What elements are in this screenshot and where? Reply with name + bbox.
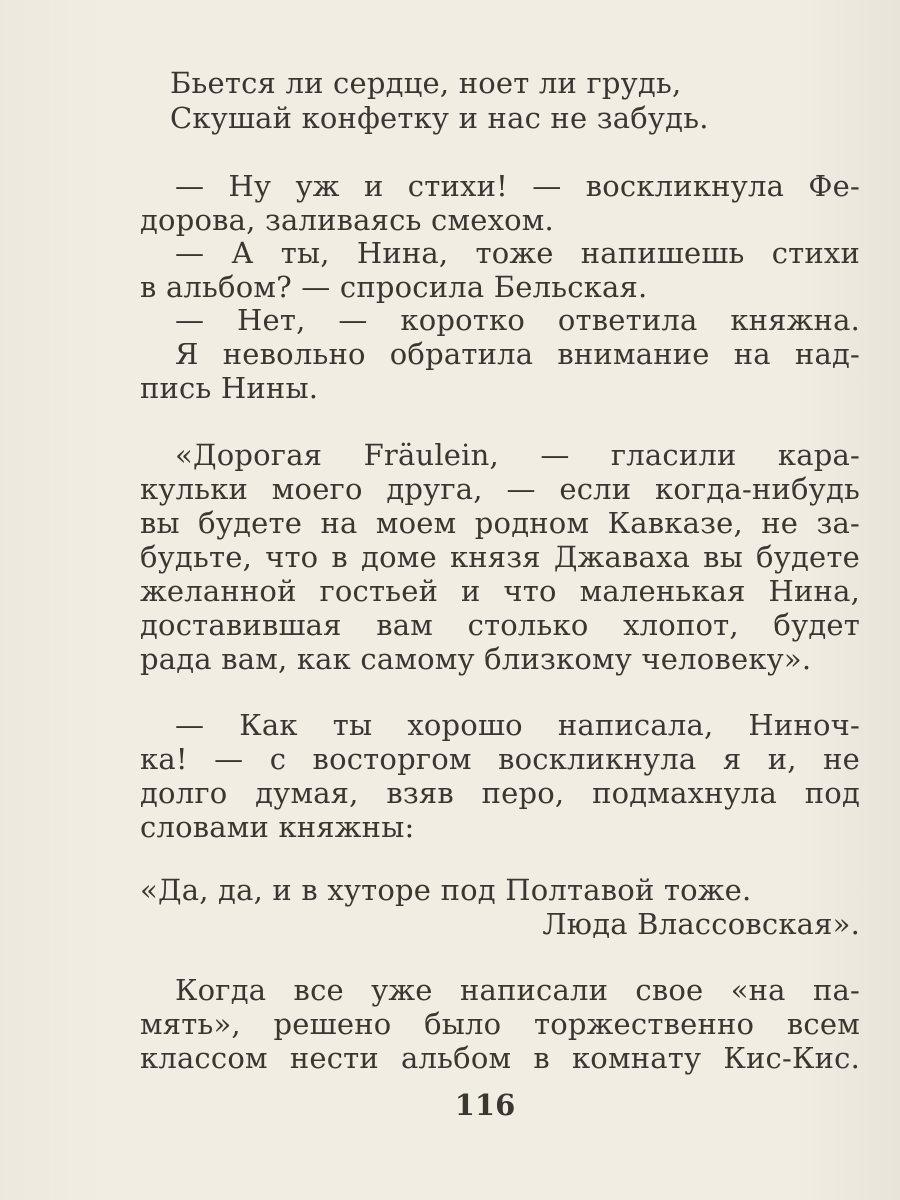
verse-line: Бьется ли сердце, ноет ли грудь, [170, 66, 682, 100]
page-number: 116 [454, 1088, 516, 1122]
text-line: Я невольно обратила внимание на над- [175, 337, 860, 371]
text-line: — А ты, Нина, тоже напишешь стихи [175, 236, 860, 270]
text-line: — Нет, — коротко ответила княжна. [175, 303, 860, 337]
text-line: доставившая вам столько хлопот, будет [140, 608, 860, 642]
text-line: — Ну уж и стихи! — воскликнула Фе- [175, 169, 860, 203]
text-line: мять», решено было торжественно всем [140, 1007, 860, 1041]
text-line: дорова, заливаясь смехом. [140, 203, 554, 237]
text-line: классом нести альбом в комнату Кис-Кис. [140, 1041, 860, 1075]
text-line: вы будете на моем родном Кавказе, не за- [140, 506, 860, 540]
verse-line: Скушай конфетку и нас не забудь. [170, 101, 709, 135]
text-line: пись Нины. [140, 371, 319, 405]
text-line: словами княжны: [140, 810, 415, 844]
text-line: «Дорогая Fräulein, — гласили кара- [175, 438, 860, 472]
text-line: кульки моего друга, — если когда-нибудь [140, 472, 860, 506]
text-line: рада вам, как самому близкому человеку». [140, 642, 812, 676]
text-line: желанной гостьей и что маленькая Нина, [140, 574, 860, 608]
text-line: в альбом? — спросила Бельская. [140, 270, 648, 304]
text-line: Когда все уже написали свое «на па- [175, 973, 860, 1007]
text-line: «Да, да, и в хуторе под Полтавой тоже. [140, 873, 752, 907]
text-line: долго думая, взяв перо, подмахнула под [140, 776, 860, 810]
text-line: — Как ты хорошо написала, Ниноч- [175, 708, 860, 742]
text-line: ка! — с восторгом воскликнула я и, не [140, 742, 860, 776]
text-line: будьте, что в доме князя Джаваха вы будете [140, 540, 860, 574]
signature-line: Люда Влассовская». [542, 907, 860, 941]
